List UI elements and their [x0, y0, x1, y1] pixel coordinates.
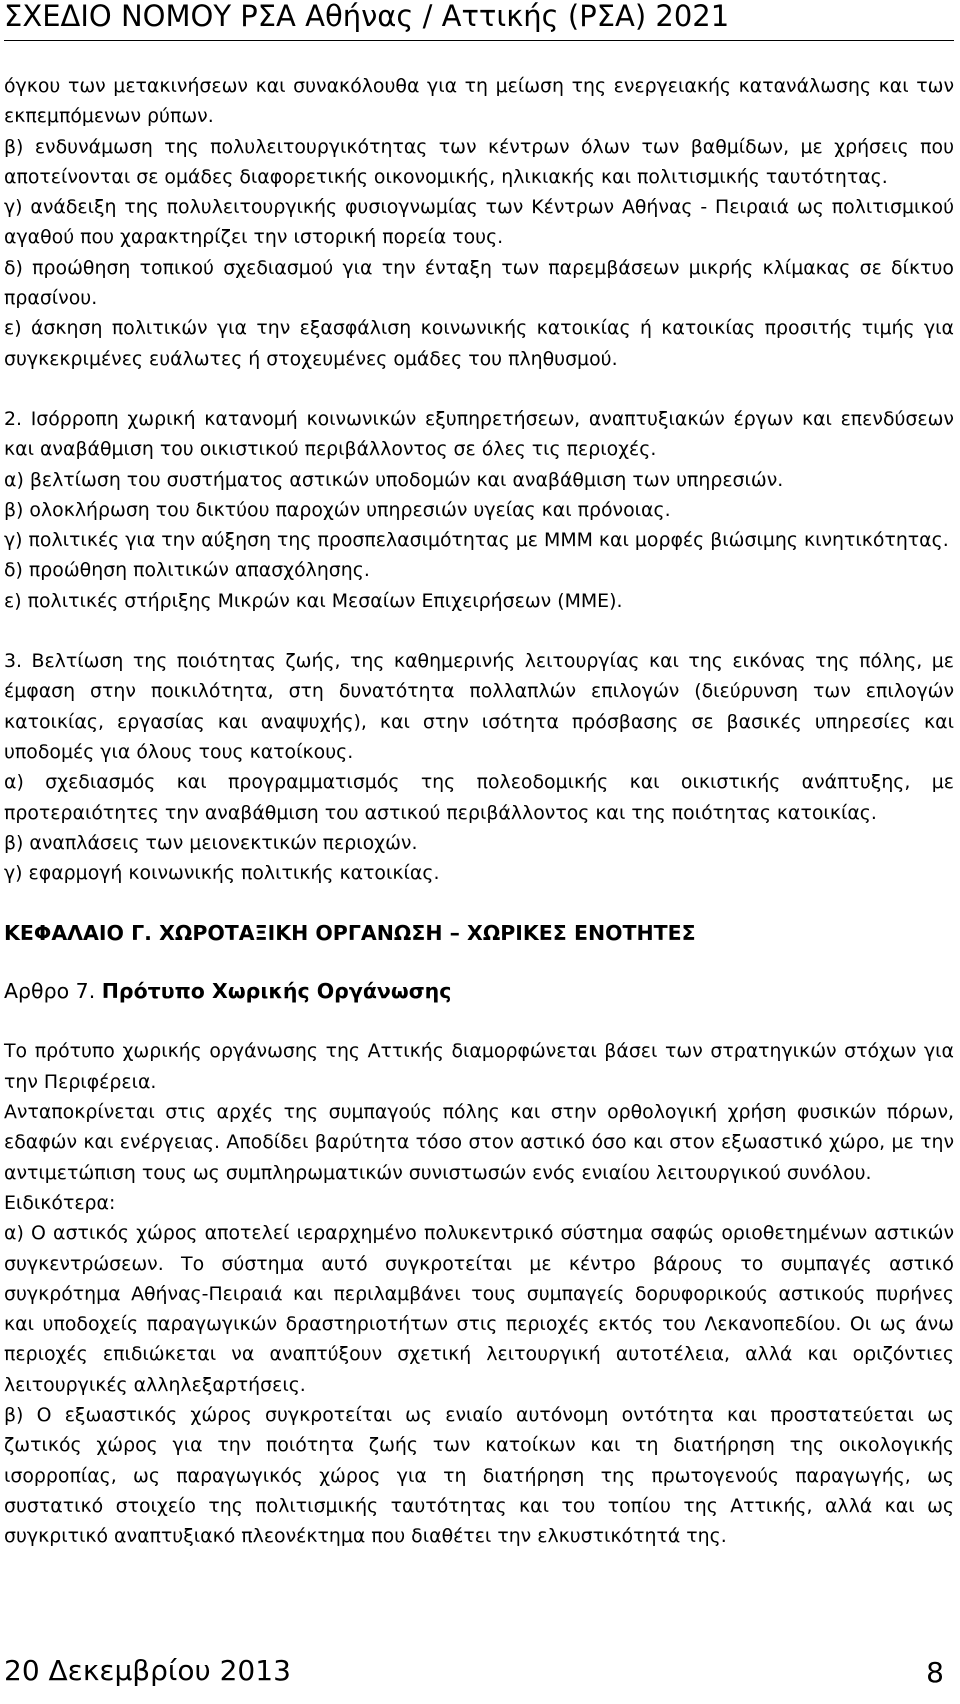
chapter-heading: ΚΕΦΑΛΑΙΟ Γ. ΧΩΡΟΤΑΞΙΚΗ ΟΡΓΑΝΩΣΗ – ΧΩΡΙΚΕΣ ΕΝΟΤΗΤΕΣ [4, 921, 696, 946]
page-number: 8 [926, 1656, 944, 1689]
document-body [4, 71, 954, 1551]
spacer [4, 1006, 954, 1036]
page-header [4, 0, 954, 41]
article-title: Πρότυπο Χωρικής Οργάνωσης [101, 979, 452, 1004]
document-title: ΣΧΕΔΙΟ ΝΟΜΟΥ ΡΣΑ Αθήνας / Αττικής (ΡΣΑ) 2021 [4, 0, 730, 33]
paragraph: γ) ανάδειξη της πολυλειτουργικής φυσιογνωμίας των Κέντρων Αθήνας - Πειραιά ως πολιτισμικού αγαθού που χαρακτηρίζει την ιστορική πορεία τους. [4, 196, 954, 249]
paragraph: Το πρότυπο χωρικής οργάνωσης της Αττικής διαμορφώνεται βάσει των στρατηγικών στόχων για την Περιφέρεια. [4, 1040, 954, 1093]
paragraph: β) Ο εξωαστικός χώρος συγκροτείται ως ενιαίο αυτόνομη οντότητα και προστατεύεται ως ζωτικός χώρος για την ποιότητα ζωής των κατοίκων και τη διατήρηση της οικολογικής ισορροπίας, ως παραγωγικός χώρος για τη διατήρηση της πρωτογενούς παραγωγής, ως συστατικό στοιχείο της πολιτισμικής ταυτότητας και του τοπίου της Αττικής, αλλά και ως συγκριτικό αναπτυξιακό πλεονέκτημα που διαθέτει την ελκυστικότητά της. [4, 1403, 954, 1548]
spacer [4, 616, 954, 646]
spacer [4, 888, 954, 918]
paragraph: β) ενδυνάμωση της πολυλειτουργικότητας των κέντρων όλων των βαθμίδων, με χρήσεις που αποτείνονται σε ομάδες διαφορετικής οικονομικής, ηλικιακής και πολιτισμικής ταυτότητας. [4, 135, 954, 188]
paragraph: ε) άσκηση πολιτικών για την εξασφάλιση κοινωνικής κατοικίας ή κατοικίας προσιτής τιμής για συγκεκριμένες ευάλωτες ή στοχευμένες ομάδες του πληθυσμού. [4, 317, 954, 370]
paragraph: δ) προώθηση πολιτικών απασχόλησης. [4, 559, 370, 582]
paragraph: α) Ο αστικός χώρος αποτελεί ιεραρχημένο πολυκεντρικό σύστημα σαφώς οριοθετημένων αστικών συγκεντρώσεων. Το σύστημα αυτό συγκροτείται με κέντρο βάρους το συμπαγές αστικό συγκρότημα Αθήνας-Πειραιά και περιλαμβάνει τους συμπαγείς δορυφορικούς αστικούς πυρήνες και υποδοχείς παραγωγικών δραστηριοτήτων στις περιοχές εκτός του Λεκανοπεδίου. Οι ως άνω περιοχές επιδιώκεται να αναπτύξουν σχετική λειτουργική αυτοτέλεια, αλλά και οριζόντιες λειτουργικές αλληλεξαρτήσεις. [4, 1222, 954, 1396]
article-heading [4, 976, 954, 1006]
paragraph: 2. Ισόρροπη χωρική κατανομή κοινωνικών εξυπηρετήσεων, αναπτυξιακών έργων και επενδύσεων και αναβάθμιση του οικιστικού περιβάλλοντος σε όλες τις περιοχές. [4, 407, 954, 461]
paragraph: ε) πολιτικές στήριξης Μικρών και Μεσαίων Επιχειρήσεων (ΜΜΕ). [4, 589, 623, 612]
paragraph: δ) προώθηση τοπικού σχεδιασμού για την ένταξη των παρεμβάσεων μικρής κλίμακας σε δίκτυο πρασίνου. [4, 256, 954, 310]
paragraph: όγκου των μετακινήσεων και συνακόλουθα για τη μείωση της ενεργειακής κατανάλωσης και των εκπεμπόμενων ρύπων. [4, 75, 954, 128]
spacer [4, 374, 954, 404]
paragraph: β) αναπλάσεις των μειονεκτικών περιοχών. [4, 831, 418, 854]
paragraph: γ) εφαρμογή κοινωνικής πολιτικής κατοικίας. [4, 862, 440, 885]
page-footer [4, 1655, 944, 1695]
paragraph: Ειδικότερα: [4, 1191, 116, 1214]
paragraph: α) σχεδιασμός και προγραμματισμός της πολεοδομικής και οικιστικής ανάπτυξης, με προτεραιότητες την αναβάθμιση του αστικού περιβάλλοντος και της ποιότητας κατοικίας. [4, 771, 954, 824]
paragraph: α) βελτίωση του συστήματος αστικών υποδομών και αναβάθμιση των υπηρεσιών. [4, 468, 784, 491]
spacer [4, 948, 954, 976]
footer-date: 20 Δεκεμβρίου 2013 [4, 1654, 291, 1687]
paragraph: Ανταποκρίνεται στις αρχές της συμπαγούς πόλης και στην ορθολογική χρήση φυσικών πόρων, εδαφών και ενέργειας. Αποδίδει βαρύτητα τόσο στον αστικό όσο και στον εξωαστικό χώρο, με την αντιμετώπιση τους ως συμπληρωματικών συνιστωσών ενός ενιαίου λειτουργικού συνόλου. [4, 1101, 954, 1184]
article-number: Αρθρο 7. [4, 979, 96, 1004]
paragraph: γ) πολιτικές για την αύξηση της προσπελασιμότητας με ΜΜΜ και μορφές βιώσιμης κινητικότητας. [4, 529, 949, 552]
paragraph: 3. Βελτίωση της ποιότητας ζωής, της καθημερινής λειτουργίας και της εικόνας της πόλης, με έμφαση στην ποικιλότητα, στη δυνατότητα πολλαπλών επιλογών (διεύρυνση των επιλογών κατοικίας, εργασίας και αναψυχής), και στην ισότητα πρόσβασης σε βασικές υπηρεσίες και υποδομές για όλους τους κατοίκους. [4, 650, 954, 763]
paragraph: β) ολοκλήρωση του δικτύου παροχών υπηρεσιών υγείας και πρόνοιας. [4, 498, 671, 521]
